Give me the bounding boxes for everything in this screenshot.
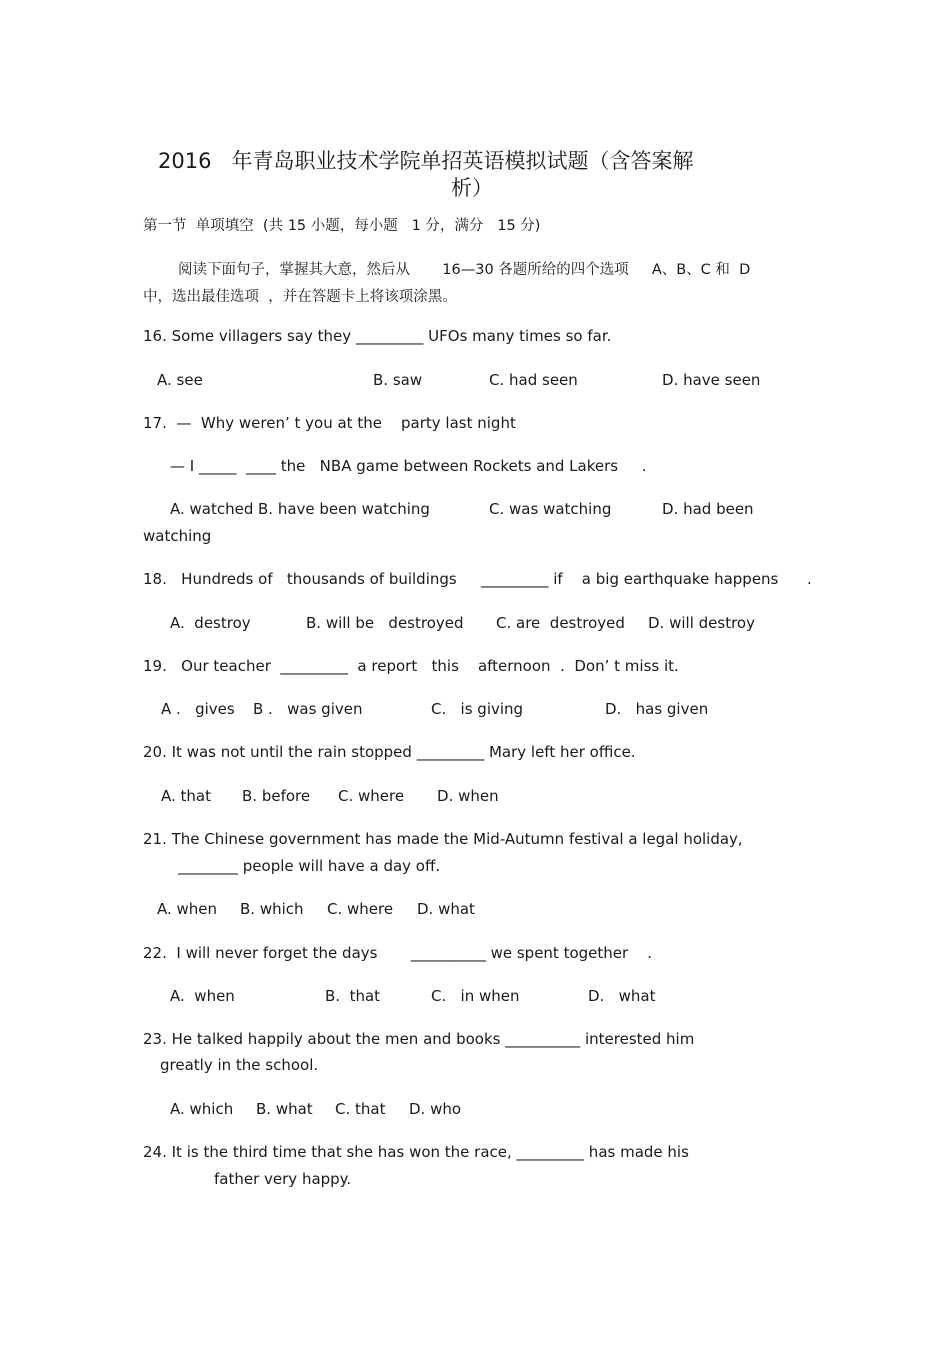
q19-option-a: A . gives bbox=[161, 700, 235, 718]
q19-option-d: D. has given bbox=[605, 700, 709, 718]
q19-option-b: B . was given bbox=[253, 700, 363, 718]
question-16-stem: 16. Some villagers say they _________ UFOs many times so far. bbox=[143, 327, 612, 345]
q18-option-c: C. are destroyed bbox=[496, 614, 625, 632]
question-24-stem-line2: father very happy. bbox=[214, 1170, 352, 1188]
instructions-line2: 中，选出最佳选项 ，并在答题卡上将该项涂黑。 bbox=[143, 289, 457, 305]
q20-option-b: B. before bbox=[242, 787, 311, 805]
q18-option-d: D. will destroy bbox=[648, 614, 755, 632]
section-header: 第一节 单项填空 (共 15 小题，每小题 1 分，满分 15 分) bbox=[143, 218, 541, 234]
question-23-stem: 23. He talked happily about the men and books __________ interested him bbox=[143, 1030, 695, 1048]
question-21-stem: 21. The Chinese government has made the Mid-Autumn festival a legal holiday, bbox=[143, 830, 743, 848]
q23-option-b: B. what bbox=[256, 1100, 313, 1118]
question-20-stem: 20. It was not until the rain stopped _________ Mary left her office. bbox=[143, 743, 636, 761]
q16-option-b: B. saw bbox=[373, 371, 423, 389]
q23-option-d: D. who bbox=[409, 1100, 462, 1118]
q21-option-b: B. which bbox=[240, 900, 304, 918]
q16-option-c: C. had seen bbox=[489, 371, 578, 389]
q22-option-d: D. what bbox=[588, 987, 656, 1005]
question-18-stem-blank: _________ if a big earthquake happens . bbox=[481, 570, 812, 588]
q21-option-a: A. when bbox=[157, 900, 218, 918]
q19-option-c: C. is giving bbox=[431, 700, 524, 718]
question-17-stem-line2: — I _____ ____ the NBA game between Rockets and Lakers . bbox=[170, 457, 647, 475]
q22-option-a: A. when bbox=[170, 987, 235, 1005]
q18-option-b: B. will be destroyed bbox=[306, 614, 464, 632]
q21-option-d: D. what bbox=[417, 900, 475, 918]
instructions-line1: 阅读下面句子，掌握其大意，然后从 16—30 各题所给的四个选项 A、B、C 和 D bbox=[178, 262, 751, 278]
q22-option-b: B. that bbox=[325, 987, 381, 1005]
q23-option-a: A. which bbox=[170, 1100, 234, 1118]
question-22-stem: 22. I will never forget the days __________ we spent together . bbox=[143, 944, 653, 962]
q17-option-c: C. was watching bbox=[489, 500, 612, 518]
q20-option-d: D. when bbox=[437, 787, 499, 805]
question-19-stem: 19. Our teacher _________ a report this afternoon . Don’ t miss it. bbox=[143, 657, 679, 675]
question-23-stem-line2: greatly in the school. bbox=[160, 1056, 319, 1074]
q22-option-c: C. in when bbox=[431, 987, 520, 1005]
q16-option-a: A. see bbox=[157, 371, 203, 389]
page-title-line2: 析） bbox=[451, 176, 493, 200]
question-24-stem: 24. It is the third time that she has won the race, _________ has made his bbox=[143, 1143, 689, 1161]
question-17-stem: 17. — Why weren’ t you at the party last night bbox=[143, 414, 516, 432]
q17-option-d-continued: watching bbox=[143, 527, 212, 545]
q21-option-c: C. where bbox=[327, 900, 394, 918]
q17-option-d: D. had been bbox=[662, 500, 754, 518]
q23-option-c: C. that bbox=[335, 1100, 386, 1118]
page-title-line1: 2016 年青岛职业技术学院单招英语模拟试题（含答案解 bbox=[158, 149, 694, 173]
question-21-stem-line2: ________ people will have a day off. bbox=[178, 857, 441, 875]
question-18-stem: 18. Hundreds of thousands of buildings bbox=[143, 570, 457, 588]
q17-option-a: A. watched bbox=[170, 500, 254, 518]
q20-option-a: A. that bbox=[161, 787, 211, 805]
q20-option-c: C. where bbox=[338, 787, 405, 805]
q18-option-a: A. destroy bbox=[170, 614, 251, 632]
q16-option-d: D. have seen bbox=[662, 371, 761, 389]
q17-option-b: B. have been watching bbox=[258, 500, 430, 518]
